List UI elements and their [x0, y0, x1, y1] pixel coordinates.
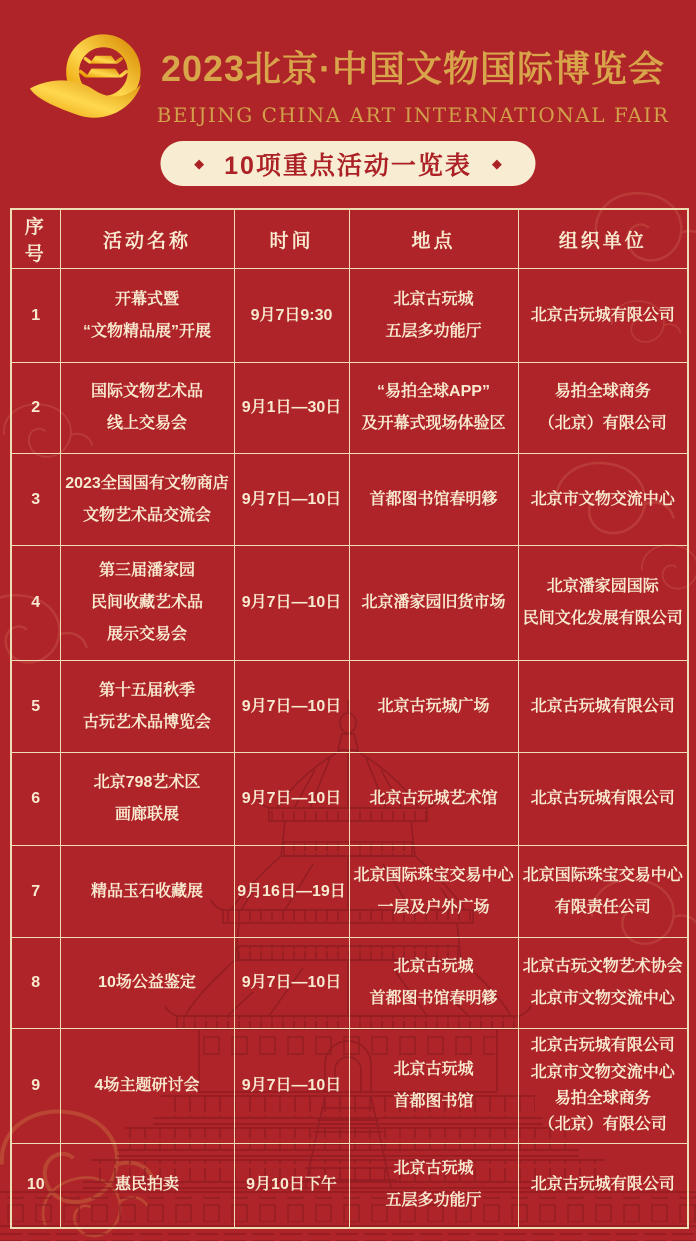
text-line: 北京798艺术区: [93, 774, 201, 791]
text-line: 北京市文物交流中心: [530, 490, 675, 508]
text-line: 9月7日—10日: [241, 490, 342, 508]
text-line: 10: [26, 1176, 45, 1194]
text-line: 五层多功能厅: [385, 1192, 482, 1210]
cell-place: [349, 661, 518, 753]
cell-activity: [60, 1144, 234, 1228]
cell-organizer: [518, 363, 688, 454]
text-line: 五层多功能厅: [385, 322, 482, 340]
text-line: 8: [31, 974, 41, 991]
text-line: 1: [31, 306, 41, 324]
cell-index: [11, 363, 60, 454]
text-line: 9月7日—10日: [241, 790, 342, 807]
cell-activity: [60, 753, 234, 846]
table-row: [11, 661, 688, 753]
cell-time: [234, 363, 349, 454]
table-row: [11, 846, 688, 938]
cell-index: [11, 661, 60, 753]
diamond-icon: ◆: [491, 156, 502, 171]
text-line: 北京古玩文物艺术协会: [522, 958, 683, 975]
text-line: “文物精品展”开展: [82, 322, 211, 340]
column-header-place: 地点: [349, 209, 518, 269]
table-row: [11, 454, 688, 546]
cell-activity: [60, 938, 234, 1029]
text-line: 首都图书馆: [393, 1093, 474, 1110]
text-line: 民间收藏艺术品: [90, 594, 203, 611]
text-line: 北京古玩城有限公司: [530, 1176, 675, 1194]
fair-subtitle: BEIJING CHINA ART INTERNATIONAL FAIR: [156, 103, 670, 127]
table-body: [11, 269, 688, 1228]
text-line: 展示交易会: [106, 626, 187, 643]
text-line: 5: [31, 697, 41, 715]
cell-index: [11, 546, 60, 661]
cell-place: [349, 363, 518, 454]
cell-place: [349, 1029, 518, 1144]
text-line: 北京古玩城有限公司: [530, 1037, 675, 1055]
text-line: “易拍全球APP”: [377, 383, 490, 400]
text-line: （北京）有限公司: [538, 1116, 667, 1134]
table-row: [11, 269, 688, 363]
text-line: 9月7日—10日: [241, 697, 342, 715]
text-line: 6: [31, 790, 41, 807]
cell-time: [234, 661, 349, 753]
text-line: 北京古玩城广场: [377, 697, 490, 715]
fair-title: 2023北京·中国文物国际博览会: [160, 48, 666, 89]
text-line: 北京古玩城有限公司: [530, 790, 675, 807]
cell-time: [234, 1144, 349, 1228]
text-line: 古玩艺术品博览会: [82, 713, 211, 731]
fair-logo-icon: [26, 26, 150, 142]
text-line: 北京古玩城: [393, 290, 474, 308]
cell-index: [11, 269, 60, 363]
cell-organizer: [518, 546, 688, 661]
text-line: 文物艺术品交流会: [82, 506, 211, 524]
column-header-activity: 活动名称: [60, 209, 234, 269]
text-line: 一层及户外广场: [377, 898, 490, 916]
cell-index: [11, 938, 60, 1029]
cell-place: [349, 454, 518, 546]
text-line: 民间文化发展有限公司: [522, 610, 683, 627]
text-line: 北京潘家园旧货市场: [361, 594, 506, 611]
text-line: 有限责任公司: [554, 898, 651, 916]
cell-time: [234, 753, 349, 846]
text-line: 9: [31, 1077, 41, 1094]
table-row: [11, 363, 688, 454]
title-block: [150, 41, 682, 127]
text-line: 7: [31, 882, 41, 900]
cell-activity: [60, 454, 234, 546]
cell-index: [11, 846, 60, 938]
text-line: 4: [31, 594, 41, 611]
column-header-organizer: 组织单位: [518, 209, 688, 269]
cell-time: [234, 938, 349, 1029]
cell-index: [11, 753, 60, 846]
text-line: 第三届潘家园: [98, 562, 195, 579]
text-line: 9月7日—10日: [241, 594, 342, 611]
brand-header: [26, 26, 682, 142]
text-line: 精品玉石收藏展: [90, 882, 203, 900]
cell-organizer: [518, 661, 688, 753]
cell-place: [349, 1144, 518, 1228]
text-line: 北京古玩城: [393, 958, 474, 975]
cell-place: [349, 938, 518, 1029]
text-line: 北京古玩城: [393, 1160, 474, 1178]
text-line: 4场主题研讨会: [94, 1077, 200, 1094]
table-row: [11, 1144, 688, 1228]
cell-place: [349, 269, 518, 363]
cell-activity: [60, 661, 234, 753]
table-row: [11, 938, 688, 1029]
cell-time: [234, 454, 349, 546]
text-line: 10场公益鉴定: [98, 974, 196, 991]
text-line: 北京古玩城: [393, 1061, 474, 1078]
text-line: 国际文物艺术品: [90, 383, 203, 400]
text-line: 北京古玩城有限公司: [530, 306, 675, 324]
cell-time: [234, 1029, 349, 1144]
cell-organizer: [518, 1029, 688, 1144]
text-line: 9月7日—10日: [241, 1077, 342, 1094]
cell-time: [234, 269, 349, 363]
text-line: 北京古玩城艺术馆: [369, 790, 498, 807]
column-header-index: 序号: [11, 209, 60, 269]
text-line: 北京市文物交流中心: [530, 1063, 675, 1081]
text-line: 线上交易会: [106, 415, 187, 432]
cell-index: [11, 1029, 60, 1144]
section-banner-label: 10项重点活动一览表: [224, 151, 472, 180]
text-line: 易拍全球商务: [554, 1090, 651, 1107]
text-line: 北京潘家园国际: [546, 578, 659, 595]
text-line: （北京）有限公司: [538, 415, 667, 432]
text-line: 及开幕式现场体验区: [361, 415, 506, 432]
text-line: 9月1日—30日: [241, 399, 342, 416]
cell-index: [11, 454, 60, 546]
text-line: 第十五届秋季: [98, 681, 195, 699]
cell-place: [349, 753, 518, 846]
cell-activity: [60, 546, 234, 661]
text-line: 9月7日9:30: [250, 306, 333, 324]
text-line: 2023全国国有文物商店: [65, 474, 229, 492]
cell-activity: [60, 1029, 234, 1144]
text-line: 9月7日—10日: [241, 974, 342, 991]
cell-index: [11, 1144, 60, 1228]
cell-organizer: [518, 753, 688, 846]
cell-organizer: [518, 454, 688, 546]
text-line: 首都图书馆春明簃: [369, 490, 498, 508]
section-banner: [161, 141, 536, 186]
cell-place: [349, 846, 518, 938]
text-line: 2: [31, 399, 41, 416]
text-line: 3: [31, 490, 41, 508]
cell-activity: [60, 846, 234, 938]
text-line: 9月16日—19日: [237, 882, 346, 900]
text-line: 首都图书馆春明簃: [369, 990, 498, 1007]
text-line: 北京市文物交流中心: [530, 990, 675, 1007]
cell-time: [234, 846, 349, 938]
text-line: 北京国际珠宝交易中心: [522, 866, 683, 884]
activities-table: [10, 208, 689, 1229]
text-line: 惠民拍卖: [114, 1176, 179, 1194]
text-line: 9月10日下午: [246, 1176, 337, 1194]
cell-time: [234, 546, 349, 661]
text-line: 北京古玩城有限公司: [530, 697, 675, 715]
cell-place: [349, 546, 518, 661]
table-row: [11, 546, 688, 661]
cell-organizer: [518, 1144, 688, 1228]
table-header-row: [11, 209, 688, 269]
cell-activity: [60, 363, 234, 454]
text-line: 北京国际珠宝交易中心: [353, 866, 514, 884]
text-line: 开幕式暨: [114, 290, 179, 308]
text-line: 易拍全球商务: [554, 383, 651, 400]
diamond-icon: ◆: [194, 156, 205, 171]
table-row: [11, 1029, 688, 1144]
cell-organizer: [518, 269, 688, 363]
cell-activity: [60, 269, 234, 363]
cell-organizer: [518, 846, 688, 938]
table-row: [11, 753, 688, 846]
cell-organizer: [518, 938, 688, 1029]
text-line: 画廊联展: [114, 806, 179, 823]
column-header-time: 时间: [234, 209, 349, 269]
